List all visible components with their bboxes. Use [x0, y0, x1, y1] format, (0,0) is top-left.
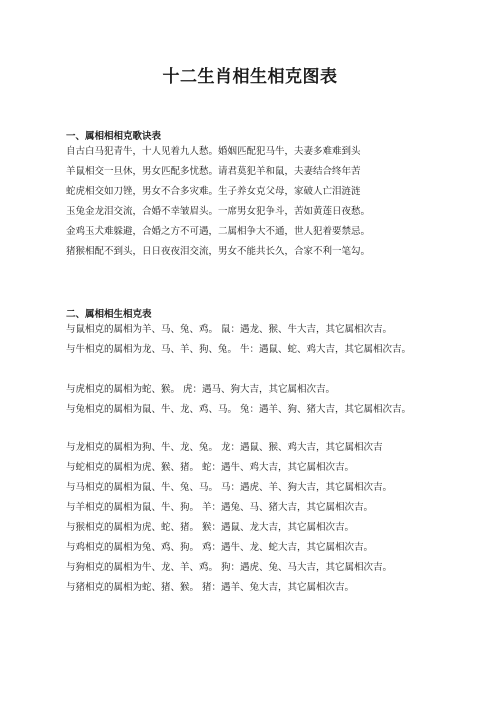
compatibility-line: 与虎相克的属相为蛇、猴。 虎：遇马、狗大吉，其它属相次吉。 — [66, 384, 336, 395]
section-heading-rhymes: 一、属相相相克歌诀表 — [66, 131, 162, 142]
rhyme-line: 自古白马犯青牛，十人见着九人愁。婚姻匹配犯马牛，夫妻多难难到头 — [66, 146, 361, 157]
compatibility-line: 与猪相克的属相为蛇、猪、猴。 猪：遇羊、兔大吉，其它属相次吉。 — [66, 582, 355, 593]
compatibility-line: 与兔相克的属相为鼠、牛、龙、鸡、马。 兔：遇羊、狗、猪大吉，其它属相次吉。 — [66, 404, 412, 415]
rhyme-line: 玉兔金龙泪交流，合婚不幸皱眉头。一席男女犯争斗，苦如黄莲日夜愁。 — [66, 206, 371, 217]
document-title: 十二生肖相生相克图表 — [162, 67, 338, 87]
rhyme-line: 猪猴相配不到头，日日夜夜泪交流，男女不能共长久，合家不利一笔勾。 — [66, 246, 371, 257]
compatibility-line: 与龙相克的属相为狗、牛、龙、兔。 龙：遇鼠、猴、鸡大吉，其它属相次吉 — [66, 442, 383, 453]
rhyme-line: 金鸡玉犬难躲避，合婚之方不可遇，二属相争大不通，世人犯着要禁忌。 — [66, 226, 371, 237]
compatibility-line: 与猴相克的属相为虎、蛇、猪。 猴：遇鼠、龙大吉，其它属相次吉。 — [66, 522, 355, 533]
compatibility-line: 与羊相克的属相为鼠、牛、狗。 羊：遇兔、马、猪大吉，其它属相次吉。 — [66, 502, 374, 513]
rhyme-line: 蛇虎相交如刀锉，男女不合多灾难。生子养女克父母，家破人亡泪涟涟 — [66, 186, 361, 197]
compatibility-line: 与狗相克的属相为牛、龙、羊、鸡。 狗：遇虎、兔、马大吉，其它属相次吉。 — [66, 562, 393, 573]
compatibility-line: 与牛相克的属相为龙、马、羊、狗、兔。 牛：遇鼠、蛇、鸡大吉，其它属相次吉。 — [66, 344, 412, 355]
rhyme-line: 羊鼠相交一旦休，男女匹配多忧愁。请君莫犯羊和鼠，夫妻结合终年苦 — [66, 166, 361, 177]
compatibility-line: 与鼠相克的属相为羊、马、兔、鸡。 鼠：遇龙、猴、牛大吉，其它属相次吉。 — [66, 324, 393, 335]
section-heading-compatibility: 二、属相相生相克表 — [66, 309, 152, 320]
compatibility-line: 与蛇相克的属相为虎、猴、猪。 蛇：遇牛、鸡大吉，其它属相次吉。 — [66, 462, 355, 473]
compatibility-line: 与马相克的属相为鼠、牛、兔、马。 马：遇虎、羊、狗大吉，其它属相次吉。 — [66, 482, 393, 493]
compatibility-line: 与鸡相克的属相为兔、鸡、狗。 鸡：遇牛、龙、蛇大吉，其它属相次吉。 — [66, 542, 374, 553]
